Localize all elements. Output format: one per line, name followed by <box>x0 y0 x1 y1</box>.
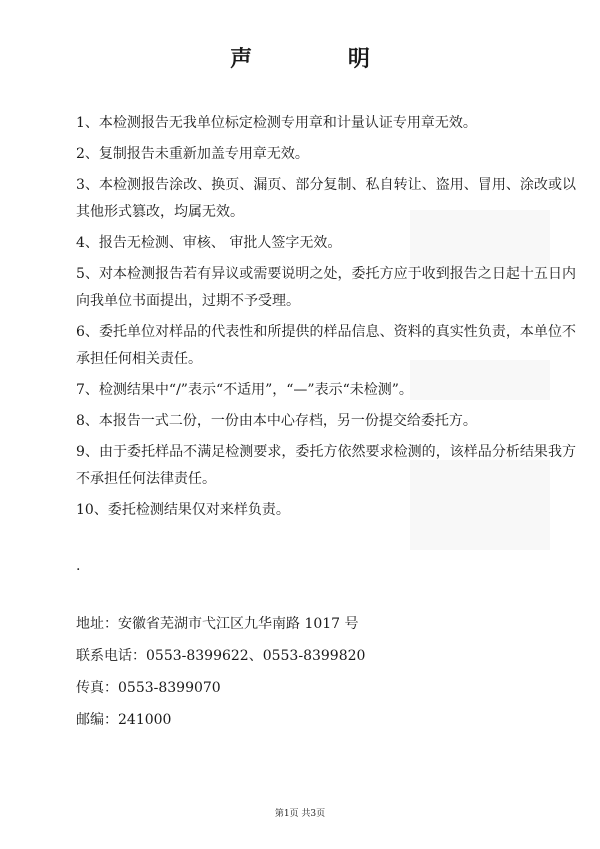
clause-1: 1、本检测报告无我单位标定检测专用章和计量认证专用章无效。 <box>76 115 477 131</box>
clause-4: 4、报告无检测、审核、 审批人签字无效。 <box>76 235 342 251</box>
statement-clauses <box>76 110 576 528</box>
trailing-mark: . <box>76 558 81 574</box>
clause-7: 7、检测结果中“/”表示“不适用”，“—”表示“未检测”。 <box>76 382 413 398</box>
postcode-line: 邮编：241000 <box>76 712 172 728</box>
clause-10: 10、委托检测结果仅对来样负责。 <box>76 502 290 518</box>
fax-line: 传真：0553-8399070 <box>76 680 221 696</box>
contact-info <box>76 614 556 742</box>
clause-6: 6、委托单位对样品的代表性和所提供的样品信息、资料的真实性负责，本单位不承担任何相关责任。 <box>76 324 576 367</box>
page-title: 声 明 <box>230 46 414 72</box>
clause-9: 9、由于委托样品不满足检测要求，委托方依然要求检测的，该样品分析结果我方不承担任何法律责任。 <box>76 444 576 487</box>
address-line: 地址：安徽省芜湖市弋江区九华南路 1017 号 <box>76 616 359 632</box>
clause-2: 2、复制报告未重新加盖专用章无效。 <box>76 146 309 162</box>
page-number: 第1页 共3页 <box>274 809 326 819</box>
clause-3: 3、本检测报告涂改、换页、漏页、部分复制、私自转让、盗用、冒用、涂改或以其他形式篡改，均属无效。 <box>76 177 576 220</box>
clause-5: 5、对本检测报告若有异议或需要说明之处，委托方应于收到报告之日起十五日内向我单位书面提出，过期不予受理。 <box>76 266 576 309</box>
clause-8: 8、本报告一式二份，一份由本中心存档，另一份提交给委托方。 <box>76 413 477 429</box>
phone-line: 联系电话：0553-8399622、0553-8399820 <box>76 648 366 664</box>
